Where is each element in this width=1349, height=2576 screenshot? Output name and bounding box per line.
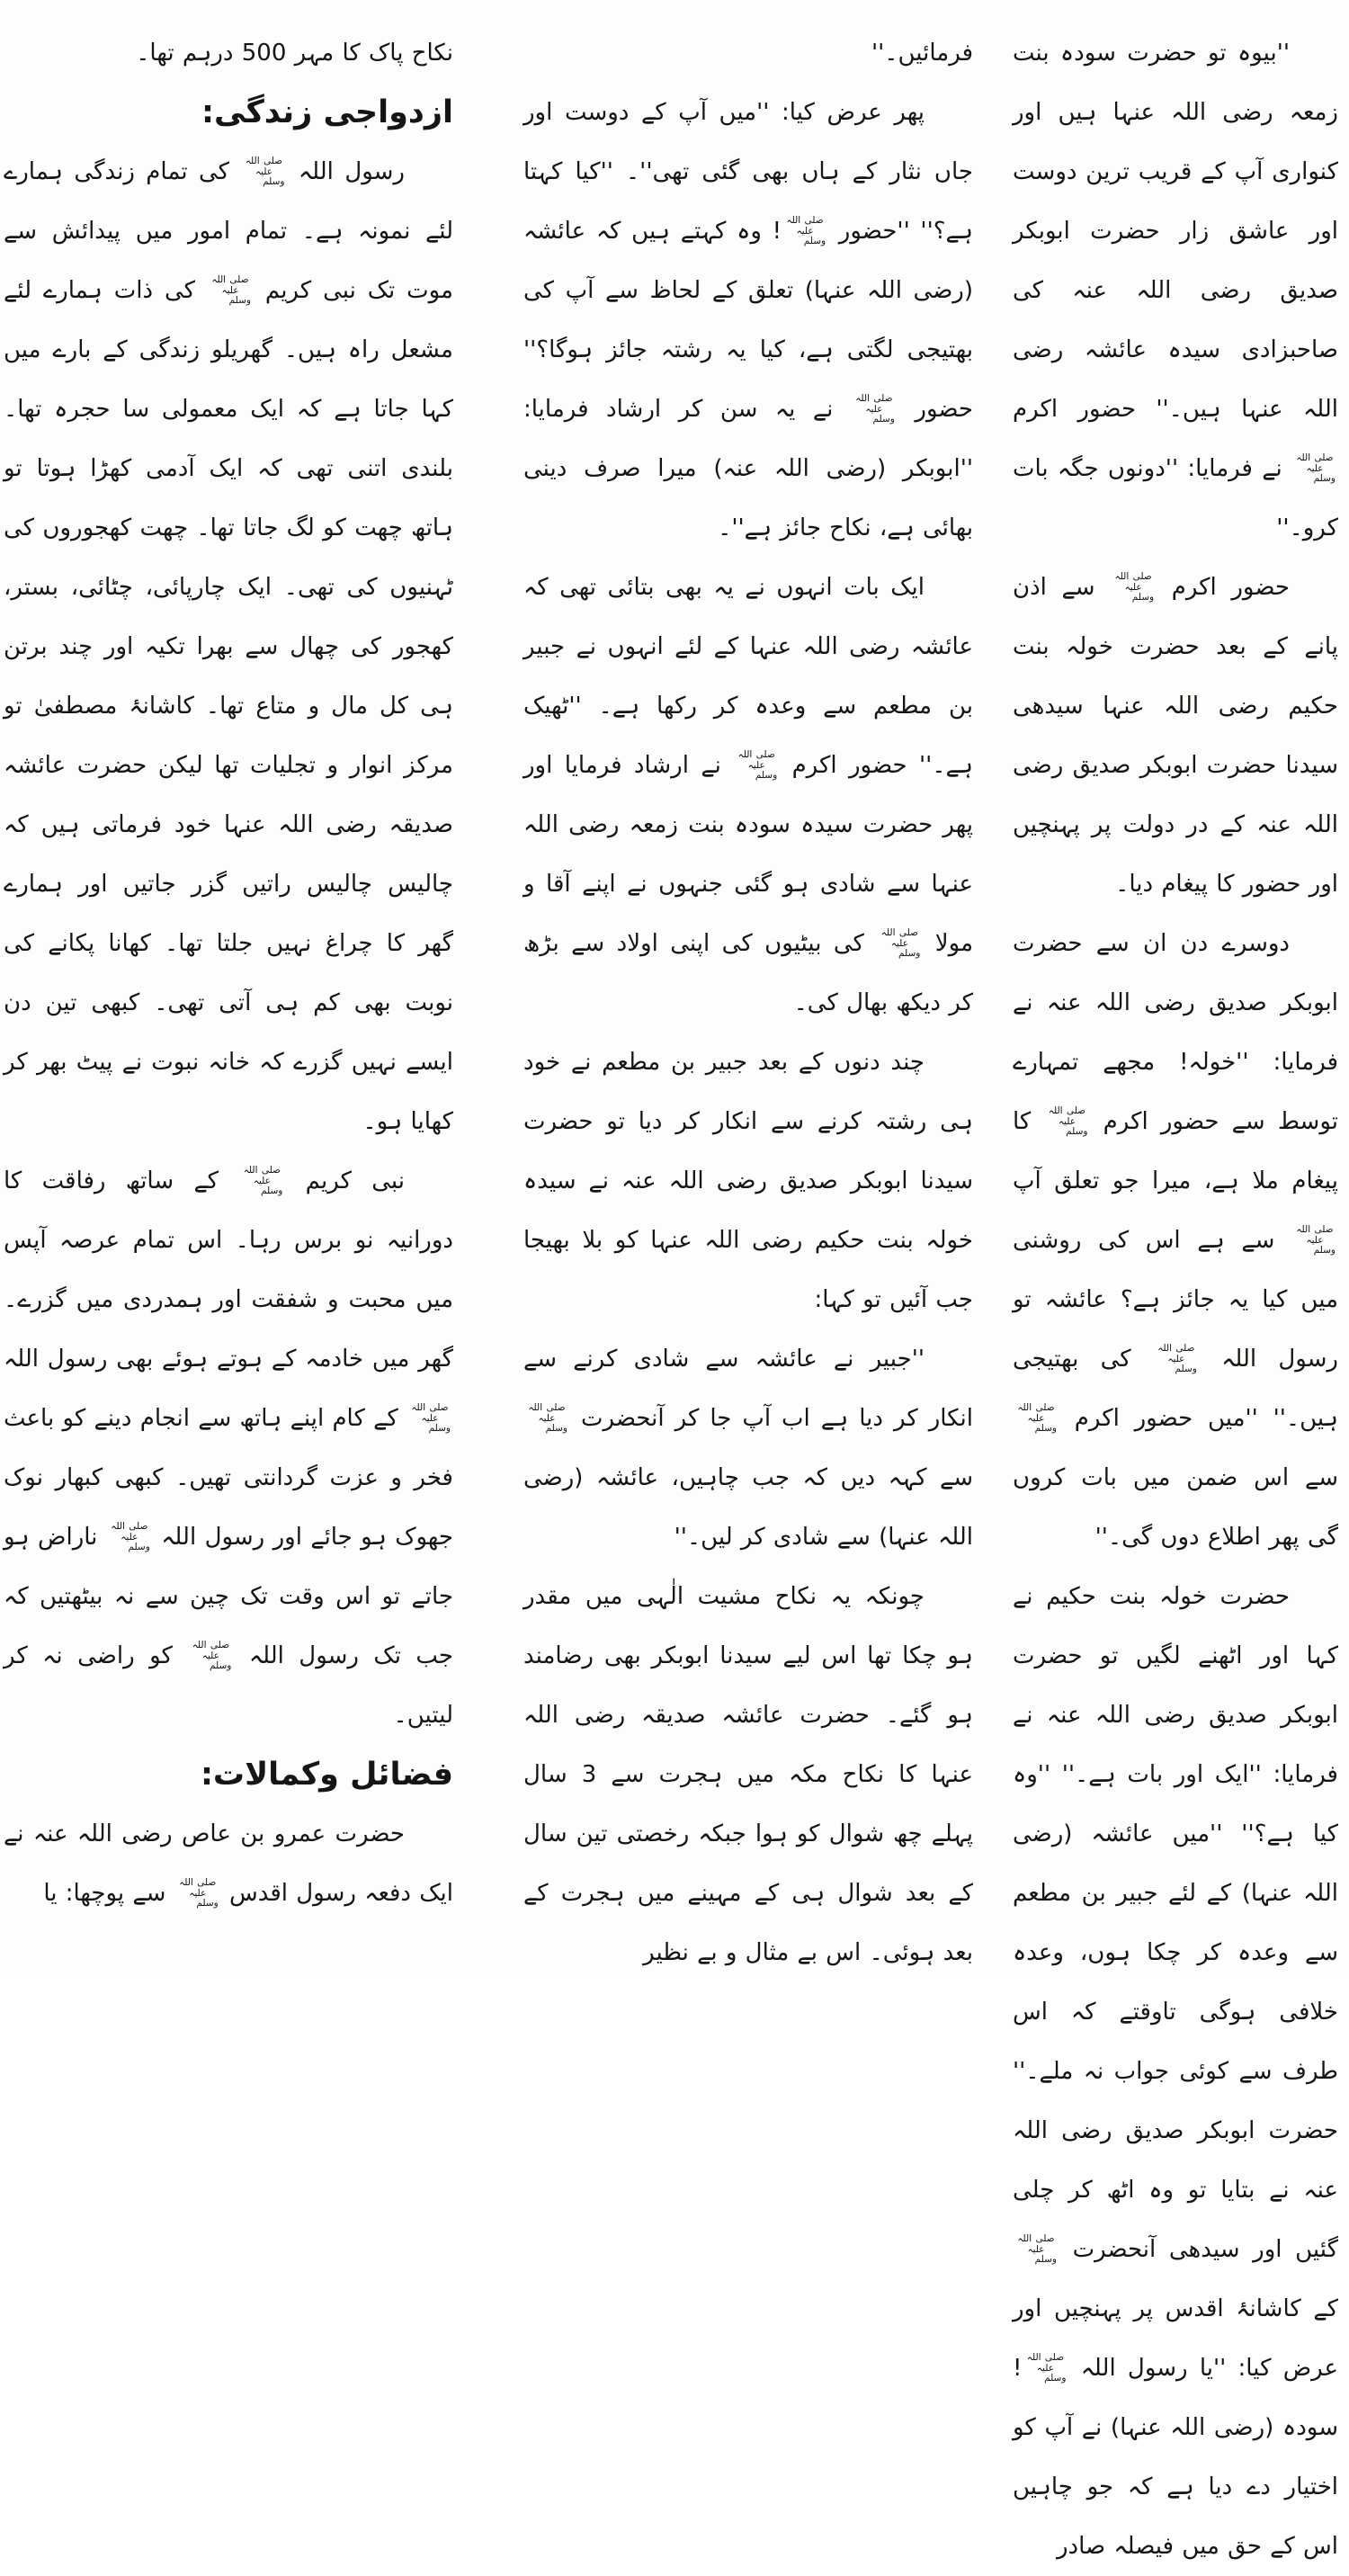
article-paragraph: رسول اللہ صلی اللہ علیہ وسلم کی تمام زندگی ہمارے لئے نمونہ ہے۔ تمام امور میں پیدائش سے موت تک نبی کریم صلی اللہ علیہ وسلم کی ذات ہمارے لئے مشعل راہ ہیں۔ گھریلو زندگی کے بارے میں کہا جاتا ہے کہ ایک معمولی سا حجرہ تھا۔ بلندی اتنی تھی کہ ایک آدمی کھڑا ہوتا تو ہاتھ چھت کو لگ جاتا تھا۔ چھت کھجوروں کی ٹہنیوں کی تھی۔ ایک چارپائی، چٹائی، بستر، کھجور کی چھال سے بھرا تکیہ اور چند برتن ہی کل مال و متاع تھا۔ کاشانۂ مصطفیٰ تو مرکز انوار و تجلیات تھا لیکن حضرت عائشہ صدیقہ رضی اللہ عنہا خود فرماتی ہیں کہ چالیس چالیس راتیں گزر جاتیں اور ہمارے گھر کا چراغ نہیں جلتا تھا۔ کھانا پکانے کی نوبت بھی کم ہی آتی تھی۔ کبھی تین دن ایسے نہیں گزرے کہ خانہ نبوت نے پیٹ بھر کر کھایا ہو۔: [4, 155, 453, 1135]
honorific-mark: صلی اللہ علیہ وسلم: [411, 1401, 451, 1435]
honorific-mark: صلی اللہ علیہ وسلم: [111, 1520, 150, 1553]
honorific-mark: صلی اللہ علیہ وسلم: [855, 392, 895, 425]
honorific-mark: صلی اللہ علیہ وسلم: [1048, 1105, 1088, 1138]
article-columns: [4, 23, 1338, 2576]
column-left: [4, 23, 453, 1923]
honorific-mark: صلی اللہ علیہ وسلم: [786, 214, 826, 247]
article-paragraph: ایک بات انہوں نے یہ بھی بتائی تھی کہ عائشہ رضی اللہ عنہا کے لئے انہوں نے جبیر بن مطعم سے وعدہ کر رکھا ہے۔ ''ٹھیک ہے۔'' حضور اکرم صلی اللہ علیہ وسلم نے ارشاد فرمایا اور پھر حضرت سیدہ سودہ بنت زمعہ رضی اللہ عنہا سے شادی ہو گئی جنہوں نے اپنے آقا و مولا صلی اللہ علیہ وسلم کی بیٹیوں کی اپنی اولاد سے بڑھ کر دیکھ بھال کی۔: [523, 574, 973, 1016]
honorific-mark: صلی اللہ علیہ وسلم: [528, 1401, 567, 1435]
honorific-mark: صلی اللہ علیہ وسلم: [245, 155, 285, 188]
article-paragraph: پھر عرض کیا: ''میں آپ کے دوست اور جاں نثار کے ہاں بھی گئی تھی''۔ ''کیا کہتا ہے؟'' ''حضور صلی اللہ علیہ وسلم! وہ کہتے ہیں کہ عائشہ (رضی اللہ عنہا) تعلق کے لحاظ سے آپ کی بھتیجی لگتی ہے، کیا یہ رشتہ جائز ہوگا؟'' حضور صلی اللہ علیہ وسلم نے یہ سن کر ارشاد فرمایا: ''ابوبکر (رضی اللہ عنہ) میرا صرف دینی بھائی ہے، نکاح جائز ہے''۔: [523, 99, 974, 541]
honorific-mark: صلی اللہ علیہ وسلم: [1026, 2351, 1067, 2384]
article-paragraph: حضور اکرم صلی اللہ علیہ وسلم سے اذن پانے کے بعد حضرت خولہ بنت حکیم رضی اللہ عنہا سیدھی سیدنا حضرت ابوبکر صدیق رضی اللہ عنہ کے در دولت پر پہنچیں اور حضور کا پیغام دیا۔: [1013, 570, 1338, 898]
honorific-mark: صلی اللہ علیہ وسلم: [880, 926, 921, 960]
column-right: [1013, 23, 1338, 2576]
section-heading: فضائل وکمالات:: [200, 1757, 453, 1793]
article-paragraph: نبی کریم صلی اللہ علیہ وسلم کے ساتھ رفاقت کا دورانیہ نو برس رہا۔ اس تمام عرصہ آپس میں محبت و شفقت اور ہمدردی میں گزرے۔ گھر میں خادمہ کے ہوتے ہوئے بھی رسول اللہ صلی اللہ علیہ وسلم کے کام اپنے ہاتھ سے انجام دینے کو باعث فخر و عزت گردانتی تھیں۔ کبھی کبھار نوک جھوک ہو جائے اور رسول اللہ صلی اللہ علیہ وسلم ناراض ہو جاتے تو اس وقت تک چین سے نہ بیٹھتیں کہ جب تک رسول اللہ صلی اللہ علیہ وسلم کو راضی نہ کر لیتیں۔: [4, 1164, 453, 1729]
article-paragraph: حضرت عمرو بن عاص رضی اللہ عنہ نے ایک دفعہ رسول اقدس صلی اللہ علیہ وسلم سے پوچھا: یا: [4, 1820, 453, 1910]
honorific-mark: صلی اللہ علیہ وسلم: [211, 273, 251, 307]
honorific-mark: صلی اللہ علیہ وسلم: [1157, 1342, 1197, 1375]
article-paragraph: چند دنوں کے بعد جبیر بن مطعم نے خود ہی رشتہ کرنے سے انکار کر دیا تو حضرت سیدنا ابوبکر صدیق رضی اللہ عنہ نے سیدہ خولہ بنت حکیم رضی اللہ عنہا کو بلا بھیجا جب آئیں تو کہا:: [523, 1049, 973, 1313]
honorific-mark: صلی اللہ علیہ وسلم: [1017, 2232, 1057, 2266]
article-paragraph: چونکہ یہ نکاح مشیت الٰہی میں مقدر ہو چکا تھا اس لیے سیدنا ابوبکر بھی رضامند ہو گئے۔ حضرت عائشہ صدیقہ رضی اللہ عنہا کا نکاح مکہ میں ہجرت سے 3 سال پہلے چھ شوال کو ہوا جبکہ رخصتی تین سال کے بعد شوال ہی کے مہینے میں ہجرت کے بعد ہوئی۔ اس بے مثال و بے نظیر: [523, 1583, 973, 1966]
honorific-mark: صلی اللہ علیہ وسلم: [179, 1876, 219, 1910]
column-middle: [523, 23, 973, 1982]
honorific-mark: صلی اللہ علیہ وسلم: [737, 748, 778, 782]
article-paragraph: فرمائیں۔'': [871, 40, 973, 67]
article-paragraph: ''جبیر نے عائشہ سے شادی کرنے سے انکار کر دیا ہے اب آپ جا کر آنحضرت صلی اللہ علیہ وسلم سے کہہ دیں کہ جب چاہیں، عائشہ (رضی اللہ عنہا) سے شادی کر لیں۔'': [523, 1346, 973, 1551]
section-heading: ازدواجی زندگی:: [201, 94, 453, 130]
article-paragraph: حضرت خولہ بنت حکیم نے کہا اور اٹھنے لگیں تو حضرت ابوبکر صدیق رضی اللہ عنہ نے فرمایا: ''ایک اور بات ہے۔'' ''وہ کیا ہے؟'' ''میں عائشہ (رضی اللہ عنہا) کے لئے جبیر بن مطعم سے وعدہ کر چکا ہوں، وعدہ خلافی ہوگی تاوقتے کہ اس طرف سے کوئی جواب نہ ملے۔'' حضرت ابوبکر صدیق رضی اللہ عنہ نے بتایا تو وہ اٹھ کر چلی گئیں اور سیدھی آنحضرت صلی اللہ علیہ وسلم کے کاشانۂ اقدس پر پہنچیں اور عرض کیا: ''یا رسول اللہ صلی اللہ علیہ وسلم! سودہ (رضی اللہ عنہا) نے آپ کو اختیار دے دیا ہے کہ جو چاہیں اس کے حق میں فیصلہ صادر: [1013, 1583, 1338, 2560]
honorific-mark: صلی اللہ علیہ وسلم: [1114, 570, 1155, 604]
article-paragraph: نکاح پاک کا مہر 500 درہم تھا۔: [136, 40, 453, 67]
honorific-mark: صلی اللہ علیہ وسلم: [243, 1164, 283, 1197]
honorific-mark: صلی اللہ علیہ وسلم: [1017, 1401, 1057, 1435]
honorific-mark: صلی اللہ علیہ وسلم: [192, 1639, 232, 1672]
article-paragraph: دوسرے دن ان سے حضرت ابوبکر صدیق رضی اللہ عنہ نے فرمایا: ''خولہ! مجھے تمہارے توسط سے حضور اکرم صلی اللہ علیہ وسلم کا پیغام ملا ہے، میرا جو تعلق آپ صلی اللہ علیہ وسلم سے ہے اس کی روشنی میں کیا یہ جائز ہے؟ عائشہ تو رسول اللہ صلی اللہ علیہ وسلم کی بھتیجی ہیں۔'' ''میں حضور اکرم صلی اللہ علیہ وسلم سے اس ضمن میں بات کروں گی پھر اطلاع دوں گی۔'': [1013, 930, 1338, 1551]
honorific-mark: صلی اللہ علیہ وسلم: [1296, 452, 1336, 485]
article-paragraph: ''بیوہ تو حضرت سودہ بنت زمعہ رضی اللہ عنہا ہیں اور کنواری آپ کے قریب ترین دوست اور عاشق زار حضرت ابوبکر صدیق رضی اللہ عنہ کی صاحبزادی سیدہ عائشہ رضی اللہ عنہا ہیں۔'' حضور اکرم صلی اللہ علیہ وسلم نے فرمایا: ''دونوں جگہ بات کرو۔'': [1013, 40, 1338, 541]
honorific-mark: صلی اللہ علیہ وسلم: [1296, 1223, 1336, 1257]
